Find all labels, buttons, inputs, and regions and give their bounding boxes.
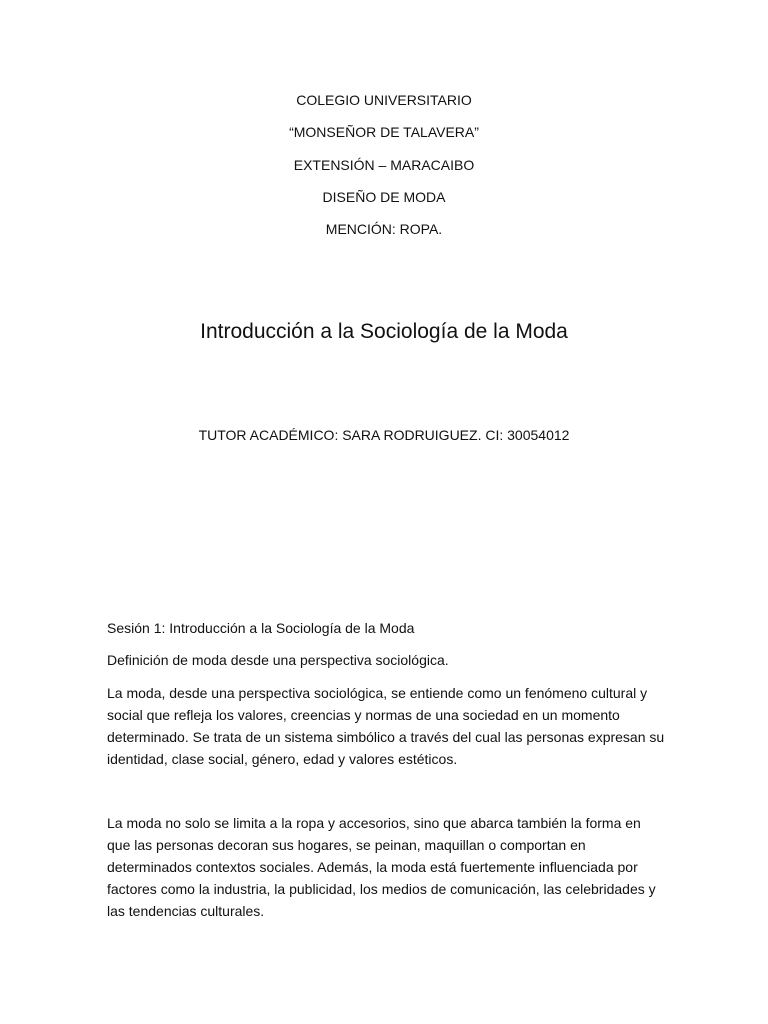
- mention-line: MENCIÓN: ROPA.: [325, 221, 443, 237]
- document-title: Introducción a la Sociología de la Moda: [200, 320, 568, 343]
- definition-heading: Definición de moda desde una perspectiva sociológica.: [107, 652, 449, 668]
- institution-name-line: “MONSEÑOR DE TALAVERA”: [289, 124, 479, 140]
- paragraph-2: La moda no solo se limita a la ropa y accesorios, sino que abarca también la forma en que las personas decoran sus hogares, se peinan, maquillan o comportan en determinados contextos sociales. Además, la moda está fuertemente influenciada por factores como la industria, la publicidad, los medios de comunicación, las celebridades y las tendencias culturales.: [107, 815, 656, 919]
- institution-line: COLEGIO UNIVERSITARIO: [296, 92, 472, 108]
- paragraph-1: La moda, desde una perspectiva sociológica, se entiende como un fenómeno cultural y social que refleja los valores, creencias y normas de una sociedad en un momento determinado. Se trata de un sistema simbólico a través del cual las personas expresan su identidad, clase social, género, edad y valores estéticos.: [107, 685, 665, 767]
- tutor-line: TUTOR ACADÉMICO: SARA RODRUIGUEZ. CI: 30054012: [198, 427, 570, 443]
- extension-line: EXTENSIÓN – MARACAIBO: [293, 157, 475, 173]
- career-line: DISEÑO DE MODA: [322, 189, 446, 205]
- session-heading: Sesión 1: Introducción a la Sociología de la Moda: [107, 620, 415, 636]
